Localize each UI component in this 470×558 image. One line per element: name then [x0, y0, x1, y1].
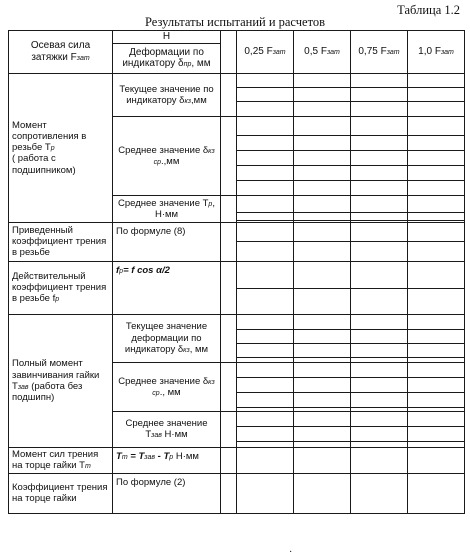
total-average: Среднее значение δкз ср., мм	[113, 362, 221, 411]
table-number: Таблица 1.2	[397, 3, 460, 17]
friction-moment-label: Момент сил трения на торце гайки Tт	[9, 447, 113, 473]
total-moment-label: Полный момент завинчивания гайки Tзав (работа без подшипн)	[9, 314, 113, 447]
face-coef-label: Коэффициент трения на торце гайки	[9, 473, 113, 513]
total-average-t: Среднее значение Tзав Н·мм	[113, 411, 221, 447]
total-current: Текущее значение деформации по индикатору δкз, мм	[113, 314, 221, 362]
footer-dot: ·	[289, 547, 293, 558]
moment-current: Текущее значение по индикатору δкз,мм	[113, 73, 221, 116]
moment-label: Момент сопротивления в резьбе Tр ( работа с подшипником)	[9, 73, 113, 222]
moment-average: Среднее значение δкз ср.,мм	[113, 116, 221, 195]
actual-coef-label: Действительный коэффициент трения в резьбе fр	[9, 261, 113, 314]
reduced-coef-label: Приведенный коэффициент трения в резьбе	[9, 222, 113, 261]
friction-moment-formula: Tт = Tзав - Tр Н·мм	[113, 447, 221, 473]
reduced-coef-formula: По формуле (8)	[113, 222, 221, 261]
header-col-1: 0,25 Fзат	[237, 31, 294, 74]
header-col-2: 0,5 Fзат	[294, 31, 351, 74]
results-table	[8, 30, 465, 514]
moment-average-t: Среднее значение Tр, Н·мм	[113, 195, 221, 222]
header-col-4: 1,0 Fзат	[408, 31, 465, 74]
table-title: Результаты испытаний и расчетов	[144, 15, 326, 29]
header-col-3: 0,75 Fзат	[351, 31, 408, 74]
face-coef-formula: По формуле (2)	[113, 473, 221, 513]
header-deformation: Деформации по индикатору δпр, мм	[113, 43, 221, 73]
header-gap	[221, 31, 237, 74]
header-newton: Н	[113, 31, 221, 44]
header-axial-force: Осевая сила затяжки Fзат	[9, 31, 113, 74]
actual-coef-formula: fр= f cos α/2	[113, 261, 221, 314]
